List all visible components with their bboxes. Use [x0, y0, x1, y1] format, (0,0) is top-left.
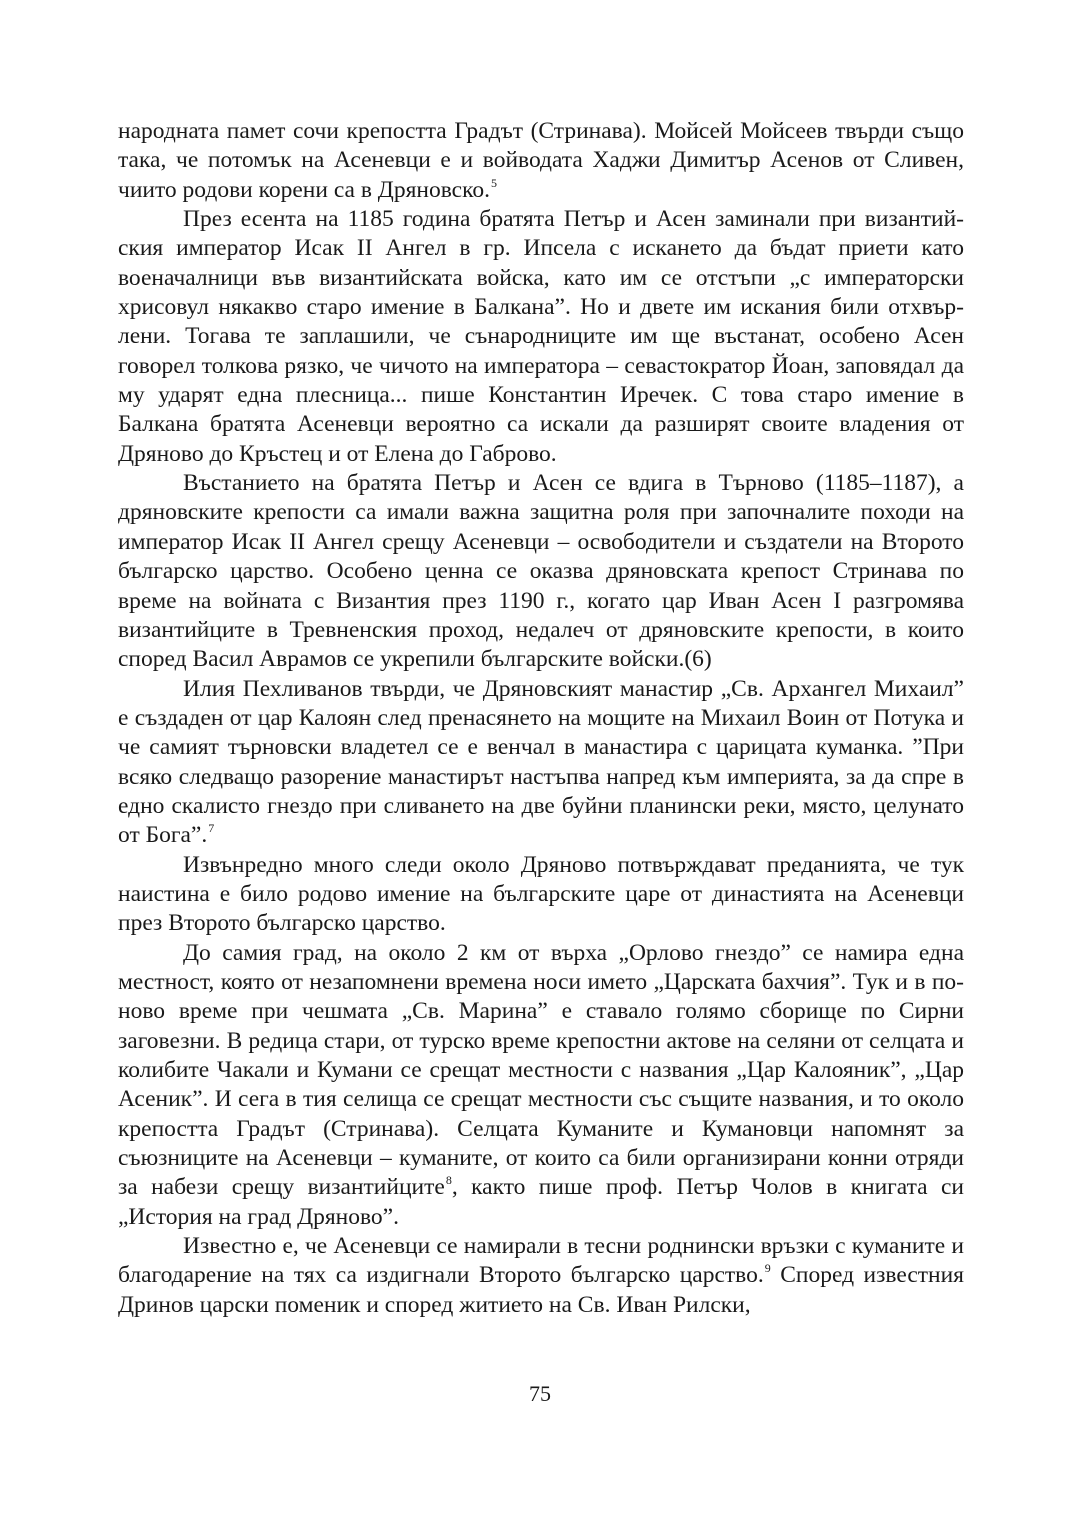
paragraph-6 [118, 939, 964, 1232]
paragraph-text: През есента на 1185 година братята Петър и Асен заминали при византийския император Исак II Ангел в гр. Ипсела с искането да бъдат приети като военачалници във византийската войска, като им се отстъпи „с императорски хрисовул някакво старо имение в Балкана”. Но и двете им искания били отхвърлени. Тогава те заплашили, че сънародниците им ще въстанат, особено Асен говорел толкова рязко, че чичото на императора – севастократор Йоан, заповядал да му ударят една плесница... пише Константин Иречек. С това старо имение в Балкана братята Асеневци вероятно са искали да разширят своите владения от Дряново до Кръстец и от Елена до Габрово. [118, 206, 964, 467]
footnote-ref-7[interactable]: 7 [208, 821, 215, 836]
footnote-ref-8[interactable]: 8 [445, 1173, 452, 1188]
paragraph-text: Илия Пехливанов твърди, че Дряновският манастир „Св. Архангел Михаил” е създаден от цар Калоян след пренасянето на мощите на Михаил Воин от Потука и че самият търновски владетел се е венчал в манастира с царицата куманка. ”При всяко следващо разорение манастирът настъпва напред към империята, за да спре в едно скалисто гнездо при сливането на две буйни планински реки, място, целунато от Бога”. [118, 675, 964, 849]
paragraph-2 [118, 205, 964, 469]
paragraph-text: Въстанието на братята Петър и Асен се вдига в Търново (1185–1187), а дряновските крепости са имали важна защитна роля при започналите походи на император Исак II Ангел срещу Асеневци – освободители и създатели на Второто българско царство. Особено ценна се оказва дряновската крепост Стринава по време на войната с Византия през 1190 г., когато цар Иван Асен I разгромява византийците в Тревненския проход, недалеч от дряновските крепости, в които според Васил Аврамов се укрепили българските войски.(6) [118, 470, 964, 673]
paragraph-3 [118, 469, 964, 674]
paragraph-text: , както пише проф. Петър Чолов в книгата си „История на град Дряново”. [118, 1174, 964, 1230]
footnote-ref-5[interactable]: 5 [490, 175, 497, 190]
paragraph-text: народната памет сочи крепостта Градът (Стринава). Мойсей Мойсеев твърди също така, че потомък на Асеневци е и войводата Хаджи Димитър Асенов от Сливен, чиито родови корени са в Дряновско. [118, 118, 964, 203]
paragraph-4 [118, 675, 964, 851]
body-text [118, 117, 964, 1320]
paragraph-text: Извънредно много следи около Дряново потвърждават преданията, че тук наистина е било родово имение на българските царе от династията на Асеневци през Второто българско царство. [118, 851, 964, 937]
paragraph-7 [118, 1232, 964, 1320]
paragraph-5 [118, 851, 964, 939]
paragraph-1 [118, 117, 964, 205]
paragraph-text: Според известния Дринов царски поменик и според житието на Св. Иван Рилски, [118, 1262, 964, 1318]
paragraph-text: Известно е, че Асеневци се намирали в тесни роднински връзки с куманите и благодарение на тях са издигнали Второто българско царство. [118, 1233, 964, 1289]
page-number: 75 [529, 1381, 551, 1406]
footnote-ref-9[interactable]: 9 [764, 1261, 771, 1276]
paragraph-text: До самия град, на около 2 км от върха „Орлово гнездо” се намира една местност, която от незапомнени времена носи името „Царската бахчия”. Тук и в по-ново време при чешмата „Св. Марина” е ставало голямо сборище по Сирни заговезни. В редица стари, от турско време крепостни актове на селяни от селцата и колибите Чакали и Кумани се срещат местности с названия „Цар Калояник”, „Цар Асеник”. И сега в тия селища се срещат местности със същите названия, и то около крепостта Градът (Стринава). Селцата Куманите и Кумановци напомнят за съюзниците на Асеневци – куманите, от които са били организирани конни отряди за набези срещу византийците [118, 939, 964, 1201]
